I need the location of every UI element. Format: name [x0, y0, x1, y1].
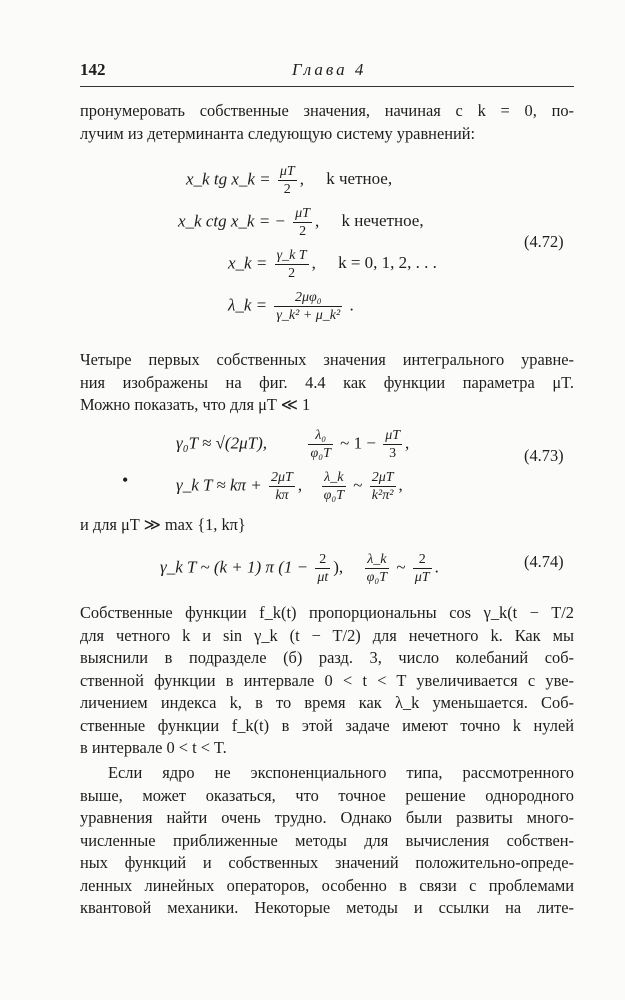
- equation-number: (4.72): [524, 232, 564, 251]
- fraction-numerator: λ₀: [308, 428, 332, 445]
- text-line: выяснили в подразделе (б) разд. 3, число колебаний соб-: [80, 648, 574, 667]
- text-line: выше, может оказаться, что точное решение однородного: [80, 785, 574, 805]
- text-line: ленных линейных операторов, особенно в связи с проблемами: [80, 875, 574, 895]
- text-line: личением индекса k, в то время как λ_k уменьшается. Соб-: [80, 693, 574, 712]
- fraction-numerator: 2μφ₀: [274, 290, 342, 307]
- fraction: [293, 206, 312, 239]
- eq-mid: ),: [333, 557, 344, 577]
- page-number: 142: [80, 60, 106, 79]
- fraction: [278, 164, 297, 197]
- eq-rhs: ~ 1 −: [340, 433, 376, 453]
- eq-lhs: γ_k T ≈ kπ +: [176, 475, 262, 495]
- fraction-denominator: φ₀T: [366, 570, 388, 585]
- eq-condition: k нечетное,: [341, 211, 424, 231]
- fraction-denominator: γ_k² + μ_k²: [276, 308, 341, 323]
- eq-472-row-4: [228, 290, 354, 323]
- fraction-denominator: φ₀T: [310, 446, 331, 461]
- fraction-numerator: μT: [279, 164, 295, 179]
- eq-473-row-1: γ₀T ≈ √(2μT), $\frac{\text{λ₀}}{\text{φ₀T}}$ ~ 1 − $\frac{\mu T}{3}$ ,: [176, 428, 410, 461]
- running-head: Глава 4: [292, 60, 367, 79]
- fraction-numerator: 2: [315, 552, 330, 569]
- condition-line: [80, 514, 574, 537]
- fraction: [274, 290, 342, 323]
- fraction-numerator: λ_k: [365, 552, 389, 569]
- fraction-denominator: k²π²: [371, 488, 394, 503]
- equation-number: (4.73): [524, 446, 564, 465]
- fraction-numerator: 2: [413, 552, 432, 569]
- text-line: Собственные функции f_k(t) пропорциональны cos γ_k(t − T/2: [80, 603, 574, 622]
- fraction: [383, 428, 402, 461]
- text-line: для четного k и sin γ_k (t − T/2) для нечетного k. Как мы: [80, 625, 574, 645]
- eq-lhs: x_k =: [228, 253, 268, 273]
- fraction-numerator: 2μT: [371, 470, 394, 485]
- paragraph-eigenfunctions: [80, 602, 574, 760]
- text-line: в интервале 0 < t < T.: [80, 738, 227, 757]
- fraction-denominator: 2: [299, 224, 307, 239]
- fraction-numerator: μT: [295, 206, 310, 221]
- fraction-denominator: kπ: [275, 488, 289, 503]
- text-line: Если ядро не экспоненциального типа, рассмотренного: [108, 763, 574, 782]
- text-line: и для μT ≫ max {1, kπ}: [80, 515, 246, 534]
- fraction-numerator: γ_k T: [276, 248, 307, 263]
- eq-473-row-2: γ_k T ≈ kπ + $\frac{2\mu T}{k\pi}$ , $\frac{\lambda\_k}{\text{φ₀T}}$ ~ $\frac{2\mu T}{\text{k²π²}}$ ,: [176, 470, 403, 503]
- fraction-numerator: 2μT: [271, 470, 293, 485]
- fraction: [315, 552, 330, 585]
- eq-lhs: γ_k T ~ (k + 1) π (1 −: [160, 557, 309, 577]
- fraction: [275, 248, 309, 281]
- fraction-numerator: μT: [385, 428, 401, 443]
- fraction-denominator: μT: [414, 570, 430, 585]
- text-line: численные приближенные методы для вычисления собствен-: [80, 830, 574, 850]
- fraction: [269, 470, 295, 503]
- text-line: ственные функции f_k(t) в этой задаче имеют точно k нулей: [80, 715, 574, 735]
- fraction-denominator: 2: [288, 266, 296, 281]
- fraction-denominator: μt: [317, 570, 329, 585]
- fraction-numerator: λ_k: [322, 470, 346, 487]
- fraction: [413, 552, 432, 585]
- eq-tail: ,: [311, 253, 316, 273]
- fraction: [308, 428, 332, 461]
- text-line: квантовой механики. Некоторые методы и ссылки на лите-: [80, 898, 574, 917]
- paragraph-methods: [80, 762, 574, 920]
- text-line: ственной функции в интервале 0 < t < T увеличивается с уве-: [80, 670, 574, 690]
- fraction: [365, 552, 389, 585]
- stray-dot: •: [122, 470, 129, 490]
- fraction-denominator: 2: [283, 182, 291, 197]
- fraction-denominator: φ₀T: [323, 488, 344, 503]
- text-line: лучим из детерминанта следующую систему уравнений:: [80, 123, 476, 143]
- text-line: Четыре первых собственных значения интегрального уравне-: [80, 350, 574, 369]
- eq-474-row: γ_k T ~ (k + 1) π (1 − $\frac{2}{\mu t}$ ), $\frac{\lambda\_k}{\text{φ₀T}}$ ~ $\frac{2}{\mu T}$ .: [160, 552, 439, 585]
- fraction: [322, 470, 346, 503]
- eq-472-row-3: [228, 248, 437, 281]
- eq-tail: .: [345, 295, 354, 315]
- text-line: Можно показать, что для μT ≪ 1: [80, 395, 311, 414]
- paragraph-eigenvalues: [80, 349, 574, 417]
- fraction-denominator: 3: [389, 446, 397, 461]
- eq-tail: ,: [314, 211, 320, 231]
- eq-lhs: x_k ctg x_k = −: [178, 211, 286, 231]
- eq-condition: k = 0, 1, 2, . . .: [338, 253, 437, 273]
- intro-paragraph: [80, 100, 574, 145]
- header-rule: [80, 86, 574, 87]
- eq-condition: k четное,: [326, 169, 393, 189]
- text-line: ных функций и собственных значений положительно-опреде-: [80, 853, 574, 872]
- eq-lhs: γ₀T ≈ √(2μT),: [176, 433, 267, 453]
- fraction: [370, 470, 396, 503]
- text-line: пронумеровать собственные значения, начиная с k = 0, по-: [80, 101, 574, 120]
- eq-472-row-1: [186, 164, 392, 197]
- eq-tail: ,: [299, 169, 304, 189]
- eq-lhs: x_k tg x_k =: [186, 169, 271, 189]
- text-line: ния изображены на фиг. 4.4 как функции параметра μT.: [80, 372, 574, 392]
- text-line: уравнения найти очень трудно. Однако были развиты много-: [80, 808, 574, 827]
- equation-number: (4.74): [524, 552, 564, 571]
- eq-lhs: λ_k =: [228, 295, 268, 315]
- eq-472-row-2: [178, 206, 424, 239]
